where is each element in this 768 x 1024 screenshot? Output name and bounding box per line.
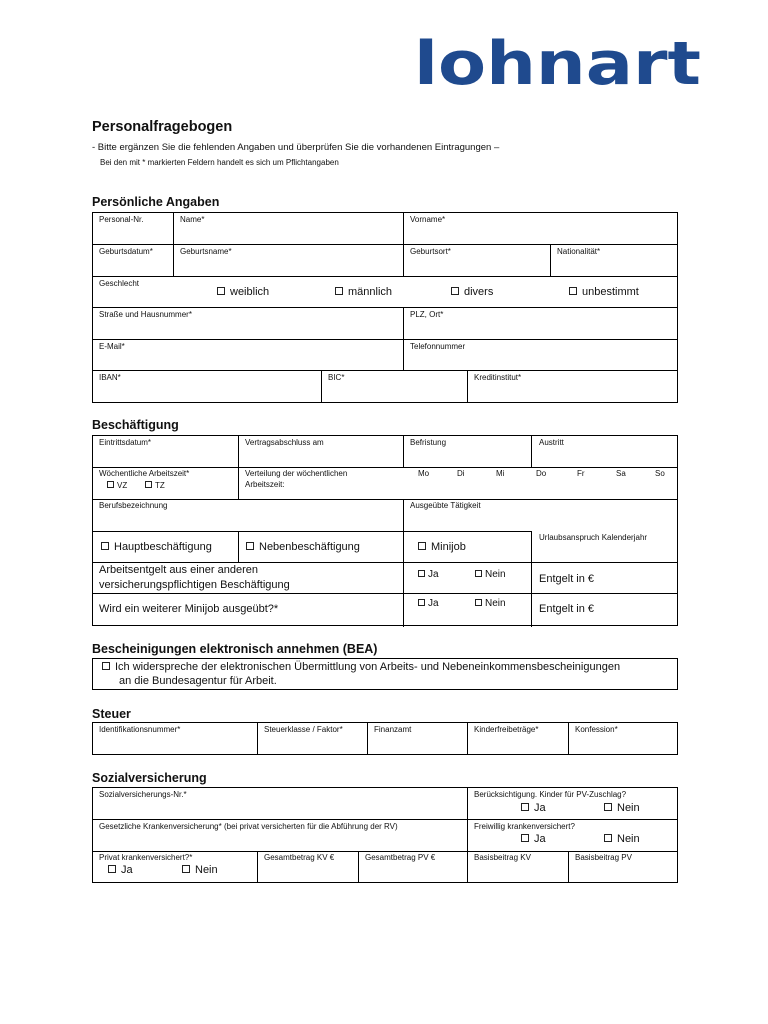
field-kinderfreibetraege[interactable]: Kinderfreibeträge* (474, 725, 539, 734)
logo-text: lohnart (414, 28, 701, 99)
option-pv-ja[interactable]: Ja (521, 802, 546, 814)
field-basis-kv[interactable]: Basisbeitrag KV (474, 853, 531, 862)
field-geburtsdatum[interactable]: Geburtsdatum* (99, 247, 153, 256)
option-privat-ja[interactable]: Ja (108, 864, 133, 876)
option-minijob[interactable]: Minijob (418, 541, 466, 553)
label-privat: Privat krankenversichert?* (99, 853, 193, 862)
field-telefon[interactable]: Telefonnummer (410, 342, 466, 351)
field-befristung[interactable]: Befristung (410, 438, 447, 447)
field-identifikationsnummer[interactable]: Identifikationsnummer* (99, 725, 181, 734)
option-weiblich[interactable]: weiblich (217, 286, 269, 298)
field-eintrittsdatum[interactable]: Eintrittsdatum* (99, 438, 152, 447)
checkbox-icon (451, 287, 459, 295)
day-mo[interactable]: Mo (418, 469, 430, 478)
checkbox-icon (102, 662, 110, 670)
option-nebenbeschaeftigung[interactable]: Nebenbeschäftigung (246, 541, 360, 553)
field-finanzamt[interactable]: Finanzamt (374, 725, 412, 734)
field-gesamt-pv[interactable]: Gesamtbetrag PV € (365, 853, 436, 862)
field-gkv[interactable]: Gesetzliche Krankenversicherung* (bei privat versicherten für die Abführung der RV) (99, 822, 398, 831)
option-entgelt-nein[interactable]: Nein (475, 569, 506, 580)
section-heading-employment: Beschäftigung (92, 418, 179, 432)
day-do[interactable]: Do (536, 469, 547, 478)
checkbox-icon (604, 803, 612, 811)
checkbox-icon (217, 287, 225, 295)
checkbox-icon (335, 287, 343, 295)
field-ausgeuebte-taetigkeit[interactable]: Ausgeübte Tätigkeit (410, 501, 481, 510)
field-email[interactable]: E-Mail* (99, 342, 125, 351)
field-vorname[interactable]: Vorname* (410, 215, 446, 224)
checkbox-icon (521, 803, 529, 811)
field-iban[interactable]: IBAN* (99, 373, 121, 382)
label-bea-text-2: an die Bundesagentur für Arbeit. (119, 675, 277, 687)
bea-box (92, 658, 678, 690)
field-gesamt-kv[interactable]: Gesamtbetrag KV € (264, 853, 335, 862)
checkbox-icon (604, 834, 612, 842)
employment-table (92, 435, 678, 626)
option-pv-nein[interactable]: Nein (604, 802, 640, 814)
field-berufsbezeichnung[interactable]: Berufsbezeichnung (99, 501, 168, 510)
field-strasse[interactable]: Straße und Hausnummer* (99, 310, 192, 319)
checkbox-icon (246, 542, 254, 550)
field-geburtsname[interactable]: Geburtsname* (180, 247, 232, 256)
label-weiterer-minijob: Wird ein weiterer Minijob ausgeübt?* (99, 603, 279, 615)
checkbox-icon (418, 542, 426, 550)
checkbox-icon (475, 570, 482, 577)
option-entgelt-ja[interactable]: Ja (418, 569, 439, 580)
label-arbeitsentgelt-2: versicherungspflichtigen Beschäftigung (99, 579, 290, 591)
field-austritt[interactable]: Austritt (539, 438, 564, 447)
field-name[interactable]: Name* (180, 215, 205, 224)
option-vz[interactable]: VZ (107, 481, 127, 490)
field-steuerklasse[interactable]: Steuerklasse / Faktor* (264, 725, 343, 734)
day-sa[interactable]: Sa (616, 469, 626, 478)
checkbox-icon (101, 542, 109, 550)
field-personal-nr[interactable]: Personal-Nr. (99, 215, 144, 224)
page-title: Personalfragebogen (92, 119, 233, 135)
field-vertragsabschluss[interactable]: Vertragsabschluss am (245, 438, 324, 447)
checkbox-icon (569, 287, 577, 295)
checkbox-icon (108, 865, 116, 873)
field-sv-nr[interactable]: Sozialversicherungs-Nr.* (99, 790, 187, 799)
checkbox-icon (475, 599, 482, 606)
section-heading-bea: Bescheinigungen elektronisch annehmen (BEA) (92, 642, 378, 656)
option-unbestimmt[interactable]: unbestimmt (569, 286, 639, 298)
lohnart-logo (414, 28, 701, 99)
field-bic[interactable]: BIC* (328, 373, 345, 382)
option-freiwillig-ja[interactable]: Ja (521, 833, 546, 845)
day-mi[interactable]: Mi (496, 469, 505, 478)
field-plz-ort[interactable]: PLZ, Ort* (410, 310, 444, 319)
checkbox-icon (145, 481, 152, 488)
option-hauptbeschaeftigung[interactable]: Hauptbeschäftigung (101, 541, 212, 553)
checkbox-icon (107, 481, 114, 488)
section-heading-steuer: Steuer (92, 707, 131, 721)
sozial-table (92, 787, 678, 883)
label-freiwillig: Freiwillig krankenversichert? (474, 822, 575, 831)
label-entgelt-eur-1[interactable]: Entgelt in € (539, 573, 595, 585)
option-minijob-nein[interactable]: Nein (475, 598, 506, 609)
field-urlaubsanspruch[interactable]: Urlaubsanspruch Kalenderjahr (539, 533, 648, 542)
option-bea-widerspruch[interactable]: Ich widerspreche der elektronischen Übermittlung von Arbeits- und Nebeneinkommensbescheinigungen (102, 661, 620, 673)
option-freiwillig-nein[interactable]: Nein (604, 833, 640, 845)
option-privat-nein[interactable]: Nein (182, 864, 218, 876)
field-nationalitaet[interactable]: Nationalität* (557, 247, 601, 256)
label-arbeitsentgelt-1: Arbeitsentgelt aus einer anderen (99, 564, 258, 576)
steuer-table (92, 722, 678, 755)
field-konfession[interactable]: Konfession* (575, 725, 618, 734)
label-geschlecht: Geschlecht (99, 279, 140, 288)
label-verteilung-1: Verteilung der wöchentlichen (245, 469, 348, 478)
label-entgelt-eur-2[interactable]: Entgelt in € (539, 603, 595, 615)
option-maennlich[interactable]: männlich (335, 286, 392, 298)
field-kreditinstitut[interactable]: Kreditinstitut* (474, 373, 522, 382)
option-divers[interactable]: divers (451, 286, 493, 298)
day-so[interactable]: So (655, 469, 665, 478)
field-geburtsort[interactable]: Geburtsort* (410, 247, 451, 256)
checkbox-icon (521, 834, 529, 842)
label-woechentliche-arbeitszeit: Wöchentliche Arbeitszeit* (99, 469, 190, 478)
day-fr[interactable]: Fr (577, 469, 585, 478)
field-basis-pv[interactable]: Basisbeitrag PV (575, 853, 632, 862)
personal-table (92, 212, 678, 403)
mandatory-note: Bei den mit * markierten Feldern handelt es sich um Pflichtangaben (100, 158, 339, 167)
option-tz[interactable]: TZ (145, 481, 165, 490)
checkbox-icon (418, 599, 425, 606)
label-verteilung-2: Arbeitszeit: (245, 480, 285, 489)
checkbox-icon (418, 570, 425, 577)
option-minijob-ja[interactable]: Ja (418, 598, 439, 609)
day-di[interactable]: Di (457, 469, 465, 478)
section-heading-personal: Persönliche Angaben (92, 195, 220, 209)
section-heading-sozial: Sozialversicherung (92, 771, 207, 785)
page-subtitle: - Bitte ergänzen Sie die fehlenden Angaben und überprüfen Sie die vorhandenen Eintragungen – (92, 142, 500, 153)
label-pv-kinder: Berücksichtigung. Kinder für PV-Zuschlag? (474, 790, 627, 799)
checkbox-icon (182, 865, 190, 873)
